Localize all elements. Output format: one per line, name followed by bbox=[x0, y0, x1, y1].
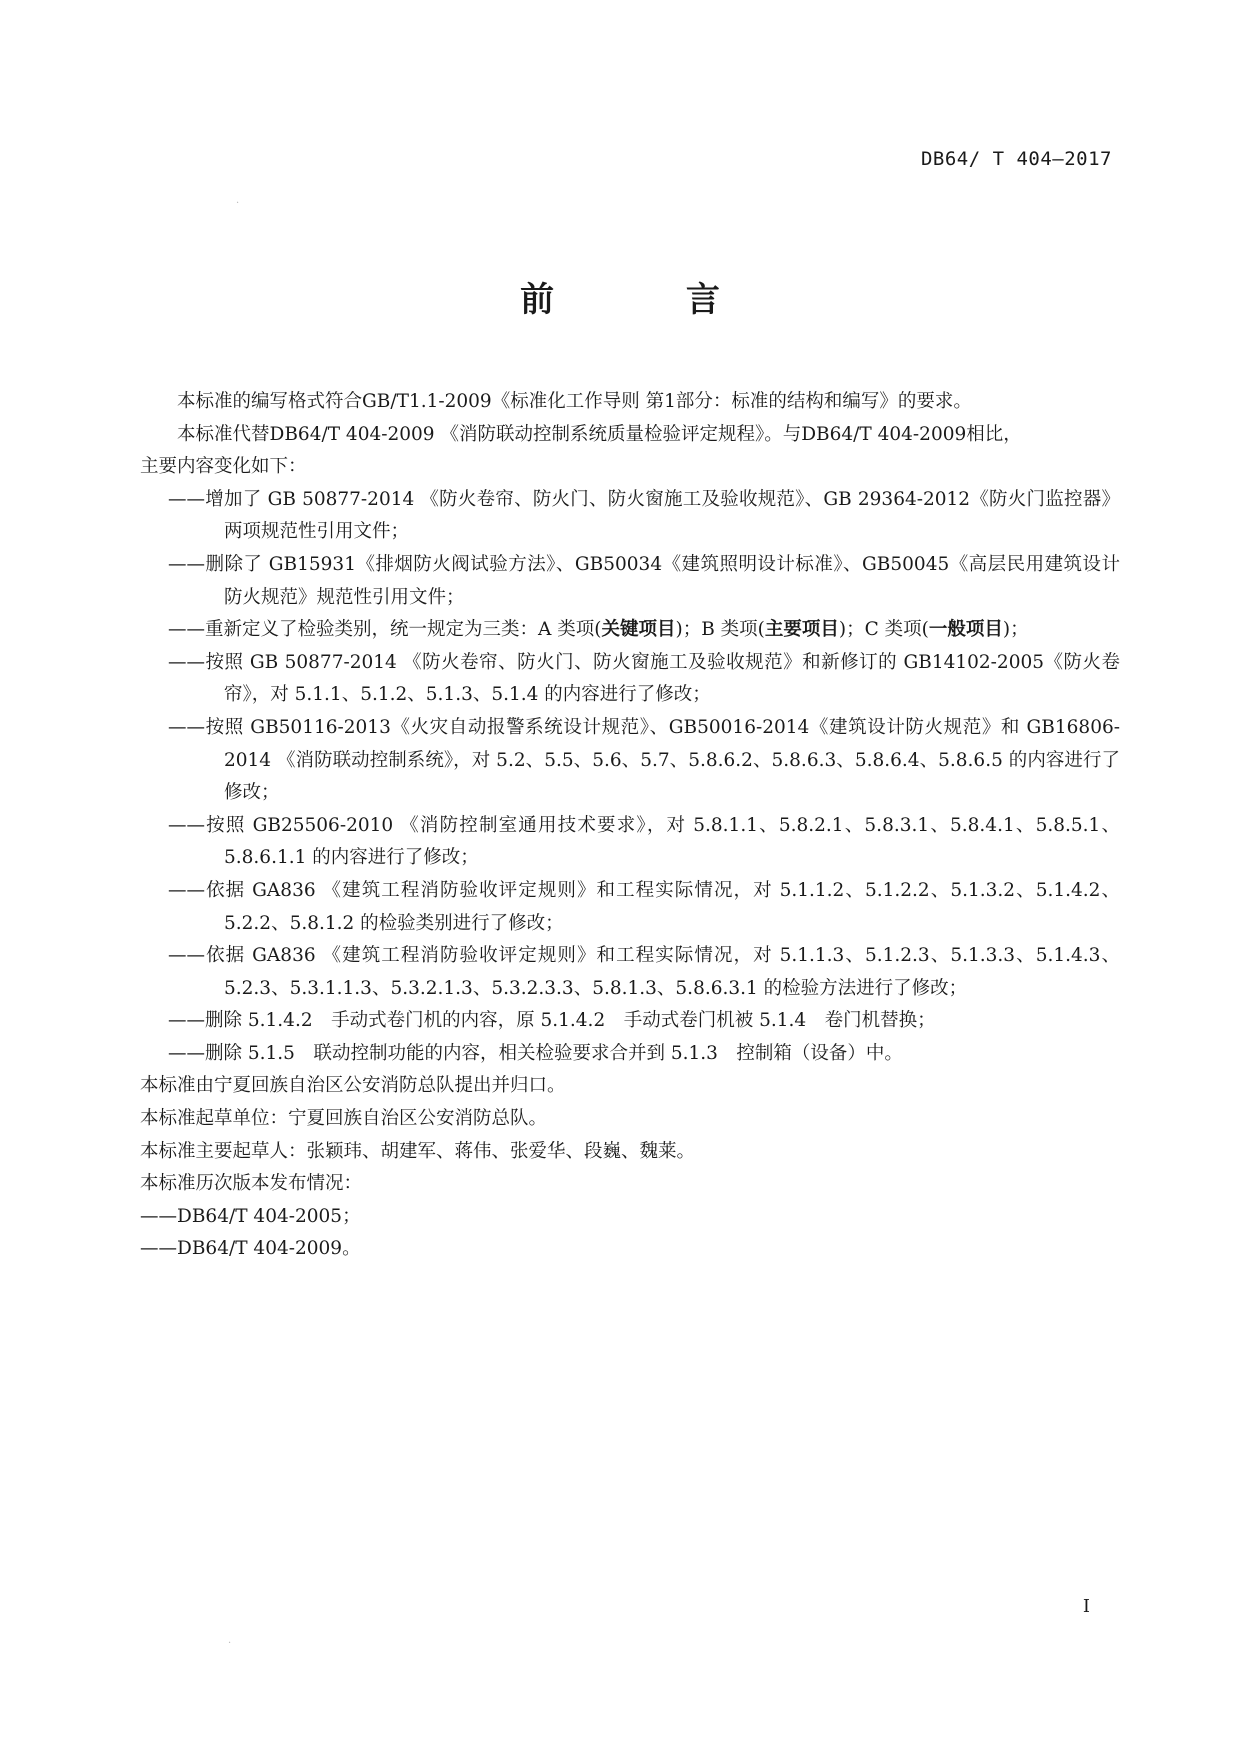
page-title: 前 言 bbox=[520, 280, 780, 320]
paragraph-proposer: 本标准由宁夏回族自治区公安消防总队提出并归口。 bbox=[140, 1075, 566, 1097]
foreword-body bbox=[140, 386, 1120, 1266]
history-item-2005: ——DB64/T 404-2005； bbox=[140, 1205, 361, 1227]
change-item-3-text-g: )； bbox=[1002, 619, 1029, 641]
change-item-9: ——删除 5.1.4.2 手动式卷门机的内容，原 5.1.4.2 手动式卷门机被 5.1.4 卷门机替换； bbox=[168, 1010, 936, 1032]
change-item-1: ——增加了 GB 50877-2014 《防火卷帘、防火门、防火窗施工及验收规范》、GB 29364-2012《防火门监控器》两项规范性引用文件； bbox=[168, 488, 1120, 543]
paragraph-replaces: 本标准代替DB64/T 404-2009 《消防联动控制系统质量检验评定规程》。与DB64/T 404-2009相比， bbox=[177, 423, 1022, 445]
history-item-2009: ——DB64/T 404-2009。 bbox=[140, 1238, 361, 1260]
change-item-6: ——按照 GB25506-2010 《消防控制室通用技术要求》，对 5.8.1.1、5.8.2.1、5.8.3.1、5.8.4.1、5.8.5.1、5.8.6.1.1 的内容进行了修改； bbox=[168, 814, 1120, 869]
change-item-3-text-c: )；B 类项( bbox=[675, 619, 765, 641]
change-item-3-general: 一般项目 bbox=[928, 619, 1003, 641]
paragraph-format: 本标准的编写格式符合GB/T1.1-2009《标准化工作导则 第1部分：标准的结构和编写》的要求。 bbox=[177, 391, 972, 412]
change-item-3 bbox=[140, 614, 1120, 647]
change-item-2: ——删除了 GB15931《排烟防火阀试验方法》、GB50034《建筑照明设计标准》、GB50045《高层民用建筑设计防火规范》规范性引用文件； bbox=[168, 553, 1120, 608]
change-item-3-main: 主要项目 bbox=[764, 619, 839, 641]
change-item-5: ——按照 GB50116-2013《火灾自动报警系统设计规范》、GB50016-2014《建筑设计防火规范》和 GB16806-2014 《消防联动控制系统》，对 5.2、5.5、5.6、5.7、5.8.6.2、5.8.6.3、5.8.6.4、5.8.6.5 的内容进行了修改； bbox=[168, 716, 1120, 804]
document-code: DB64/ T 404—2017 bbox=[920, 148, 1112, 170]
change-item-4: ——按照 GB 50877-2014 《防火卷帘、防火门、防火窗施工及验收规范》和新修订的 GB14102-2005《防火卷帘》，对 5.1.1、5.1.2、5.1.3、5.1.4 的内容进行了修改； bbox=[168, 651, 1120, 706]
paragraph-history: 本标准历次版本发布情况： bbox=[140, 1173, 363, 1195]
change-item-8: ——依据 GA836 《建筑工程消防验收评定规则》和工程实际情况，对 5.1.1.3、5.1.2.3、5.1.3.3、5.1.4.3、5.2.3、5.3.1.1.3、5.3.2.1.3、5.3.2.3.3、5.8.1.3、5.8.6.3.1 的检验方法进行了修改； bbox=[168, 945, 1120, 999]
paragraph-drafting-unit: 本标准起草单位：宁夏回族自治区公安消防总队。 bbox=[140, 1108, 548, 1130]
change-item-10: ——删除 5.1.5 联动控制功能的内容，相关检验要求合并到 5.1.3 控制箱（设备）中。 bbox=[168, 1042, 903, 1064]
paragraph-drafters: 本标准主要起草人：张颖玮、胡建军、蒋伟、张爱华、段巍、魏莱。 bbox=[140, 1140, 696, 1162]
change-item-3-key: 关键项目 bbox=[601, 619, 676, 641]
scan-speck: · bbox=[236, 198, 240, 209]
change-item-3-text-e: )；C 类项( bbox=[838, 619, 929, 641]
change-item-7: ——依据 GA836 《建筑工程消防验收评定规则》和工程实际情况，对 5.1.1.2、5.1.2.2、5.1.3.2、5.1.4.2、5.2.2、5.8.1.2 的检验类别进行了修改； bbox=[168, 879, 1120, 934]
scan-speck: · bbox=[228, 1638, 232, 1649]
paragraph-replaces-continued: 主要内容变化如下： bbox=[140, 456, 307, 478]
change-item-3-text-a: ——重新定义了检验类别，统一规定为三类：A 类项( bbox=[168, 619, 602, 641]
page-number: I bbox=[1082, 1596, 1090, 1617]
